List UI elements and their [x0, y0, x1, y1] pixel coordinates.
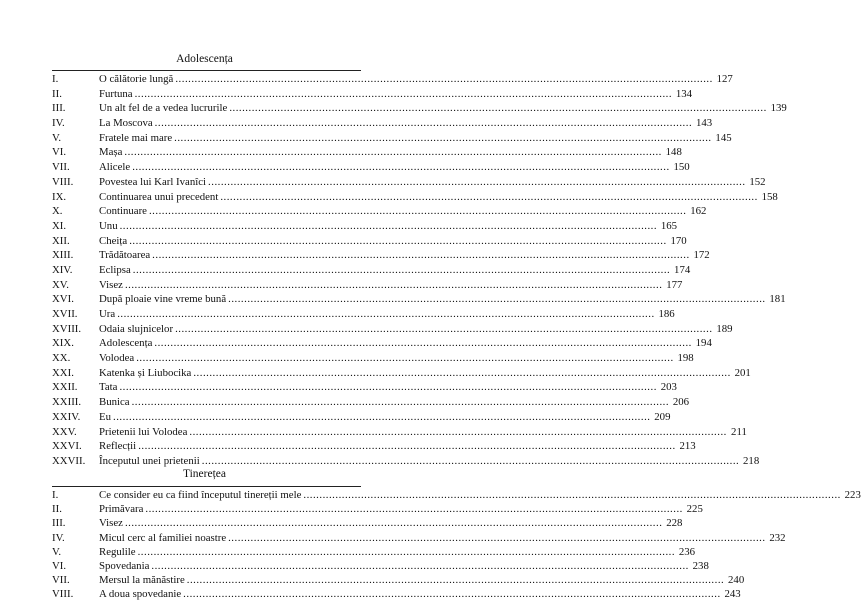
chapter-number: V.	[52, 545, 62, 558]
chapter-title: Mersul la mănăstire	[99, 574, 185, 587]
chapter-number: IV.	[52, 531, 65, 544]
dot-leader	[125, 516, 662, 530]
chapter-title: Regulile	[99, 545, 136, 558]
chapter-title: A doua spovedanie	[99, 588, 182, 601]
chapter-number: II.	[52, 503, 62, 516]
section-title-tineretea: Tinerețea	[182, 468, 226, 480]
chapter-title: Primăvara	[99, 503, 144, 516]
chapter-title: Eu	[99, 410, 111, 423]
page-number: 177	[666, 278, 683, 291]
dot-leader	[193, 366, 730, 381]
page-number: 186	[658, 308, 675, 320]
dot-leader	[133, 263, 670, 278]
toc-list-tineretea	[52, 488, 861, 602]
toc-entry	[52, 219, 678, 234]
toc-entry	[52, 87, 693, 102]
chapter-title: Volodea	[99, 352, 135, 365]
page-number: 189	[716, 322, 733, 335]
toc-entry	[52, 559, 709, 573]
chapter-title: Mașa	[99, 146, 123, 159]
page-number: 127	[716, 73, 733, 85]
chapter-title: Alicele	[99, 161, 131, 174]
toc-entry	[52, 175, 766, 190]
toc-entry	[52, 278, 683, 293]
page-number: 150	[673, 161, 690, 174]
chapter-number: IX.	[52, 190, 67, 203]
dot-leader	[151, 559, 688, 573]
dot-leader	[132, 160, 669, 175]
page-number: 139	[770, 102, 787, 115]
dot-leader	[117, 307, 654, 322]
chapter-number: VIII.	[52, 175, 74, 188]
section-divider	[52, 486, 361, 487]
dot-leader	[183, 587, 720, 601]
section-divider	[52, 70, 361, 71]
chapter-title: Reflecții	[99, 440, 137, 453]
chapter-title: Un alt fel de a vedea lucrurile	[99, 102, 228, 115]
chapter-title: Fratele mai mare	[99, 131, 173, 144]
dot-leader	[120, 219, 657, 234]
chapter-number: XXI.	[52, 366, 74, 379]
page-number: 158	[761, 190, 778, 203]
page-number: 218	[743, 454, 760, 467]
chapter-title: Visez	[99, 517, 123, 530]
dot-leader	[202, 454, 739, 469]
dot-leader	[154, 336, 691, 351]
chapter-number: XXII.	[52, 381, 78, 394]
page-number: 238	[692, 559, 709, 572]
page-number: 236	[678, 545, 696, 558]
dot-leader	[187, 573, 724, 587]
dot-leader	[124, 145, 661, 160]
chapter-number: XV.	[52, 278, 69, 291]
page-number: 225	[686, 503, 703, 516]
chapter-title: Cheița	[99, 234, 128, 247]
chapter-title: Katenka și Liubocika	[99, 366, 192, 379]
page-number: 152	[749, 175, 766, 188]
chapter-number: XXIV.	[52, 410, 81, 423]
chapter-number: XVII.	[52, 308, 78, 320]
dot-leader	[138, 545, 675, 559]
chapter-number: XIX.	[52, 337, 74, 350]
chapter-number: XXVII.	[52, 454, 86, 467]
page-number: 209	[654, 410, 671, 423]
toc-entry	[52, 336, 712, 351]
toc-entry	[52, 395, 690, 410]
chapter-title: Trădătoarea	[99, 249, 151, 262]
toc-entry	[52, 502, 703, 516]
page-number: 170	[670, 234, 687, 247]
toc-entry	[52, 439, 696, 454]
toc-entry	[52, 366, 751, 381]
chapter-number: XXIII.	[52, 396, 82, 409]
toc-entry	[52, 145, 682, 160]
page-number: 206	[672, 396, 690, 409]
toc-entry	[52, 488, 861, 502]
dot-leader	[129, 234, 666, 249]
toc-entry	[52, 454, 760, 469]
chapter-title: La Moscova	[99, 117, 153, 130]
chapter-title: Visez	[99, 278, 123, 291]
chapter-title: Odaia slujnicelor	[99, 322, 174, 335]
page-number: 201	[734, 366, 751, 379]
page-number: 213	[679, 440, 696, 453]
page-number: 174	[674, 263, 691, 276]
page-number: 194	[695, 337, 712, 350]
chapter-title: Eclipsa	[99, 263, 131, 276]
chapter-number: XXVI.	[52, 440, 82, 453]
dot-leader	[138, 439, 675, 454]
dot-leader	[229, 101, 766, 116]
page-number: 198	[677, 352, 694, 365]
chapter-number: XVIII.	[52, 322, 82, 335]
chapter-title: Adolescența	[99, 337, 153, 350]
page-number: 243	[724, 588, 741, 601]
toc-entry	[52, 531, 786, 545]
toc-entry	[52, 263, 691, 278]
toc-entry	[52, 292, 786, 307]
dot-leader	[303, 488, 840, 502]
chapter-number: VI.	[52, 146, 67, 159]
dot-leader	[155, 116, 692, 131]
page-number: 145	[715, 131, 732, 144]
chapter-number: VII.	[52, 574, 70, 587]
chapter-title: Bunica	[99, 396, 130, 409]
toc-entry	[52, 248, 710, 263]
toc-entry	[52, 160, 690, 175]
chapter-number: II.	[52, 87, 62, 100]
dot-leader	[145, 502, 682, 516]
chapter-title: Continuare	[99, 205, 147, 218]
toc-entry	[52, 425, 747, 440]
chapter-title: Spovedania	[99, 559, 150, 572]
page-number: 211	[731, 425, 747, 438]
toc-entry	[52, 72, 733, 87]
chapter-number: XXV.	[52, 425, 77, 438]
dot-leader	[132, 395, 669, 410]
chapter-number: XIV.	[52, 263, 73, 276]
chapter-title: Unu	[99, 219, 118, 232]
toc-entry	[52, 234, 687, 249]
dot-leader	[208, 175, 745, 190]
chapter-number: VIII.	[52, 588, 74, 601]
page-number: 232	[769, 531, 786, 544]
chapter-title: Începutul unei prietenii	[99, 454, 200, 467]
page-number: 134	[675, 87, 693, 100]
chapter-title: Povestea lui Karl Ivanîci	[99, 175, 207, 188]
dot-leader	[189, 425, 726, 440]
toc-entry	[52, 101, 787, 116]
chapter-number: III.	[52, 102, 66, 115]
toc-entry	[52, 190, 778, 205]
toc-entry	[52, 516, 683, 530]
dot-leader	[152, 248, 689, 263]
chapter-number: XII.	[52, 234, 70, 247]
chapter-title: Micul cerc al familiei noastre	[99, 531, 227, 544]
chapter-number: X.	[52, 205, 63, 218]
toc-entry	[52, 587, 741, 601]
chapter-number: V.	[52, 131, 62, 144]
chapter-title: Furtuna	[99, 87, 133, 100]
chapter-number: VI.	[52, 559, 67, 572]
toc-entry	[52, 204, 707, 219]
dot-leader	[119, 380, 656, 395]
toc-entry	[52, 116, 713, 131]
toc-entry	[52, 307, 675, 322]
chapter-title: Ce consider eu ca fiind începutul tinereții mele	[99, 489, 302, 501]
toc-entry	[52, 410, 671, 425]
dot-leader	[175, 72, 712, 87]
dot-leader	[228, 292, 765, 307]
chapter-number: IV.	[52, 117, 65, 130]
dot-leader	[175, 322, 712, 337]
toc-entry	[52, 351, 694, 366]
dot-leader	[113, 410, 650, 425]
page-number: 223	[844, 489, 861, 501]
chapter-number: III.	[52, 517, 66, 530]
page-number: 162	[690, 205, 707, 218]
page-number: 203	[660, 381, 677, 394]
page-number: 240	[728, 574, 745, 587]
chapter-number: XIII.	[52, 249, 74, 262]
dot-leader	[136, 351, 673, 366]
chapter-title: După ploaie vine vreme bună	[99, 293, 227, 306]
toc-entry	[52, 322, 733, 337]
dot-leader	[220, 190, 757, 205]
dot-leader	[125, 278, 662, 293]
chapter-number: XX.	[52, 352, 71, 365]
chapter-number: VII.	[52, 161, 70, 174]
page-number: 165	[660, 219, 678, 232]
toc-entry	[52, 573, 745, 587]
chapter-number: XVI.	[52, 293, 74, 306]
toc-entry	[52, 545, 696, 559]
chapter-number: XI.	[52, 219, 67, 232]
toc-entry	[52, 380, 677, 395]
dot-leader	[149, 204, 686, 219]
toc-entry	[52, 131, 732, 146]
chapter-title: Tata	[99, 381, 118, 394]
page-number: 148	[665, 146, 682, 159]
dot-leader	[228, 531, 765, 545]
page-number: 172	[693, 249, 710, 262]
chapter-title: Prietenii lui Volodea	[99, 425, 188, 438]
chapter-number: I.	[52, 489, 59, 501]
dot-leader	[135, 87, 672, 102]
page-number: 181	[769, 293, 786, 306]
page-number: 228	[666, 517, 683, 530]
chapter-title: O călătorie lungă	[99, 73, 174, 85]
dot-leader	[174, 131, 711, 146]
chapter-title: Ura	[99, 308, 116, 320]
page-number: 143	[695, 117, 713, 130]
section-title-adolescenta: Adolescența	[176, 53, 233, 65]
chapter-title: Continuarea unui precedent	[99, 190, 219, 203]
toc-list-adolescenta	[52, 72, 787, 469]
chapter-number: I.	[52, 73, 59, 85]
